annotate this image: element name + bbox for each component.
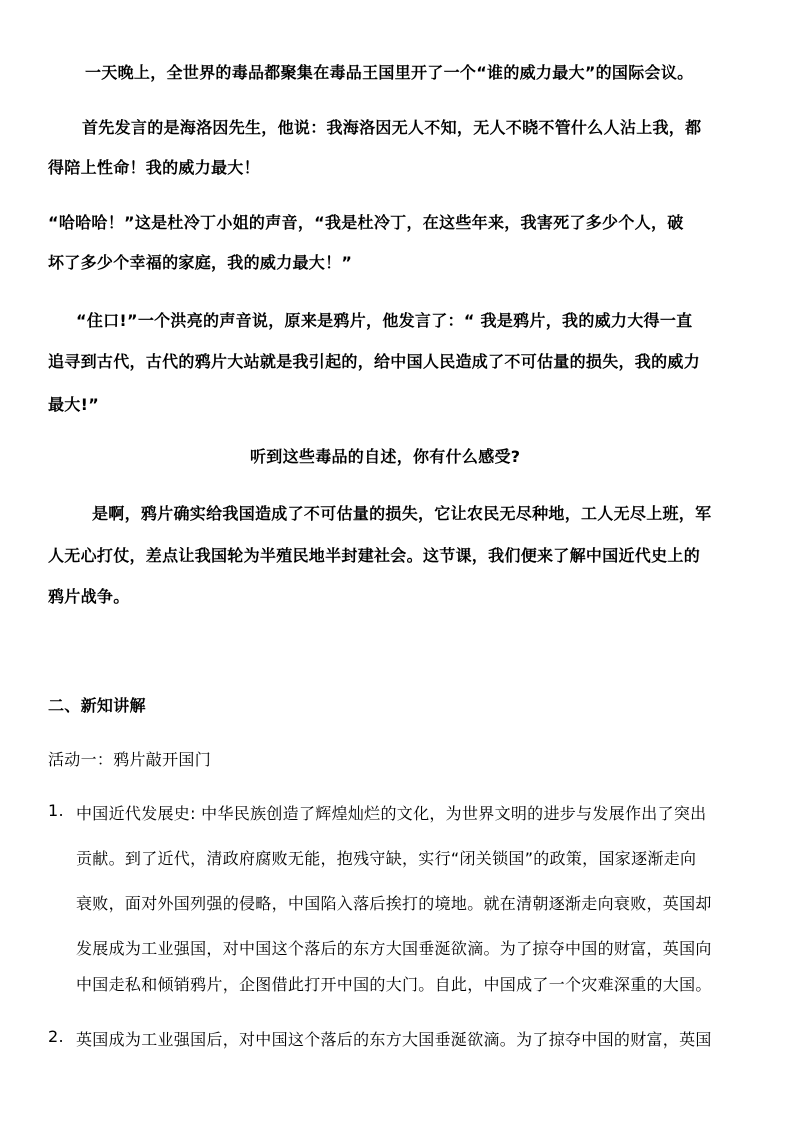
list-item-line: 发展成为工业强国，对中国这个落后的东方大国垂涎欲滴。为了掠夺中国的财富，英国向 (76, 939, 712, 958)
intro-paragraph-2-line-1: 首先发言的是海洛因先生，他说：我海洛因无人不知，无人不晓不管什么人沾上我，都 (82, 118, 702, 137)
list-item-line: 贡献。到了近代，清政府腐败无能，抱残守缺，实行“闭关锁国”的政策，国家逐渐走向 (76, 849, 697, 868)
question-line: 听到这些毒品的自述，你有什么感受? (250, 447, 521, 466)
list-item-line: 衰败，面对外国列强的侵略，中国陷入落后挨打的境地。就在清朝逐渐走向衰败，英国却 (76, 894, 712, 913)
list-item-line: 中国走私和倾销鸦片，企图借此打开中国的大门。自此，中国成了一个灾难深重的大国。 (76, 975, 712, 994)
section-heading: 二、新知讲解 (48, 696, 146, 715)
intro-paragraph-4-line-1: “住口!”一个洪亮的声音说，原来是鸦片，他发言了：“ 我是鸦片，我的威力大得一直 (76, 311, 693, 330)
list-item-number: 2. (48, 1027, 64, 1046)
activity-title: 活动一：鸦片敲开国门 (48, 750, 212, 769)
list-item-1 (48, 801, 748, 1001)
list-item-line: 英国成为工业强国后，对中国这个落后的东方大国垂涎欲滴。为了掠夺中国的财富，英国 (76, 1030, 712, 1049)
list-item-2 (48, 1027, 748, 1057)
intro-paragraph-2-line-2: 得陪上性命！我的威力最大！ (48, 158, 260, 177)
intro-paragraph-4-line-3: 最大!” (48, 395, 100, 414)
intro-paragraph-5-line-1: 是啊，鸦片确实给我国造成了不可估量的损失，它让农民无尽种地，工人无尽上班，军 (92, 504, 712, 523)
intro-paragraph-5-line-2: 人无心打仗，差点让我国轮为半殖民地半封建社会。这节课，我们便来了解中国近代史上的 (48, 546, 701, 565)
list-item-line: 中国近代发展史: 中华民族创造了辉煌灿烂的文化，为世界文明的进步与发展作出了突出 (76, 804, 707, 823)
list-item-number: 1. (48, 801, 64, 820)
intro-paragraph-3-line-2: 坏了多少个幸福的家庭，我的威力最大！” (48, 253, 353, 272)
intro-paragraph-4-line-2: 追寻到古代，古代的鸦片大站就是我引起的，给中国人民造成了不可估量的损失，我的威力 (48, 352, 701, 371)
intro-paragraph-5-line-3: 鸦片战争。 (48, 587, 130, 606)
intro-paragraph-1: 一天晚上，全世界的毒品都聚集在毒品王国里开了一个“谁的威力最大”的国际会议。 (85, 63, 694, 82)
intro-paragraph-3-line-1: “哈哈哈！”这是杜冷丁小姐的声音，“我是杜冷丁，在这些年来，我害死了多少个人，破 (48, 213, 684, 232)
